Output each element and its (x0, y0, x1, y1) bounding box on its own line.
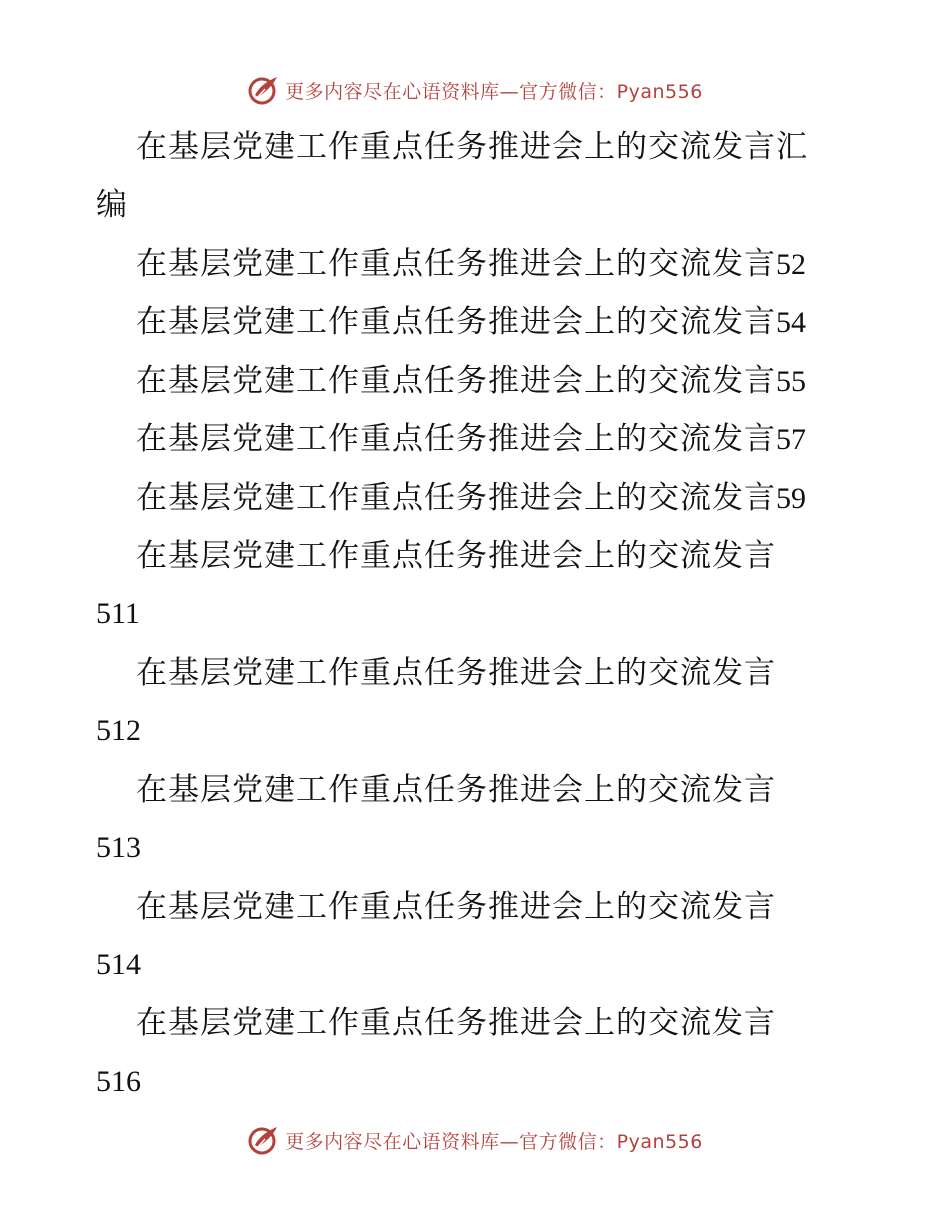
toc-entry (136, 302, 806, 343)
toc-entry-text: 在基层党建工作重点任务推进会上的交流发言 (136, 480, 776, 516)
toc-entry-text: 在基层党建工作重点任务推进会上的交流发言 (136, 889, 776, 925)
header-banner-text: 更多内容尽在心语资料库—官方微信：Pyan556 (285, 80, 703, 103)
toc-entry-page: 511 (96, 597, 140, 630)
quill-pen-circle-icon (247, 1123, 281, 1157)
toc-entry-page: 59 (776, 482, 806, 515)
document-title-line-1: 在基层党建工作重点任务推进会上的交流发言汇 (136, 129, 808, 165)
toc-entry-text: 在基层党建工作重点任务推进会上的交流发言 (136, 421, 776, 457)
toc-entry-page: 57 (776, 423, 806, 456)
toc-entry-page: 513 (96, 831, 141, 864)
toc-entry-page: 52 (776, 248, 806, 281)
toc-entry (136, 419, 806, 460)
toc-entry-page: 512 (96, 714, 141, 747)
toc-entry-text: 在基层党建工作重点任务推进会上的交流发言 (136, 1005, 776, 1041)
quill-pen-circle-icon (247, 73, 281, 107)
toc-entry-text: 在基层党建工作重点任务推进会上的交流发言 (136, 538, 776, 574)
toc-entry-page: 514 (96, 948, 141, 981)
toc-entry (136, 361, 806, 402)
toc-entry (136, 478, 806, 519)
toc-entry-page: 54 (776, 306, 806, 339)
toc-entry-text: 在基层党建工作重点任务推进会上的交流发言 (136, 246, 776, 282)
toc-entry-page: 516 (96, 1065, 141, 1098)
document-title-line-2: 编 (96, 187, 128, 223)
toc-entry-text: 在基层党建工作重点任务推进会上的交流发言 (136, 772, 776, 808)
footer-banner (0, 1120, 950, 1160)
toc-entry-text: 在基层党建工作重点任务推进会上的交流发言 (136, 655, 776, 691)
header-banner (0, 70, 950, 110)
toc-entry (136, 244, 806, 285)
toc-entry-text: 在基层党建工作重点任务推进会上的交流发言 (136, 304, 776, 340)
footer-banner-text: 更多内容尽在心语资料库—官方微信：Pyan556 (285, 1130, 703, 1153)
toc-entry-page: 55 (776, 365, 806, 398)
toc-entry-text: 在基层党建工作重点任务推进会上的交流发言 (136, 363, 776, 399)
